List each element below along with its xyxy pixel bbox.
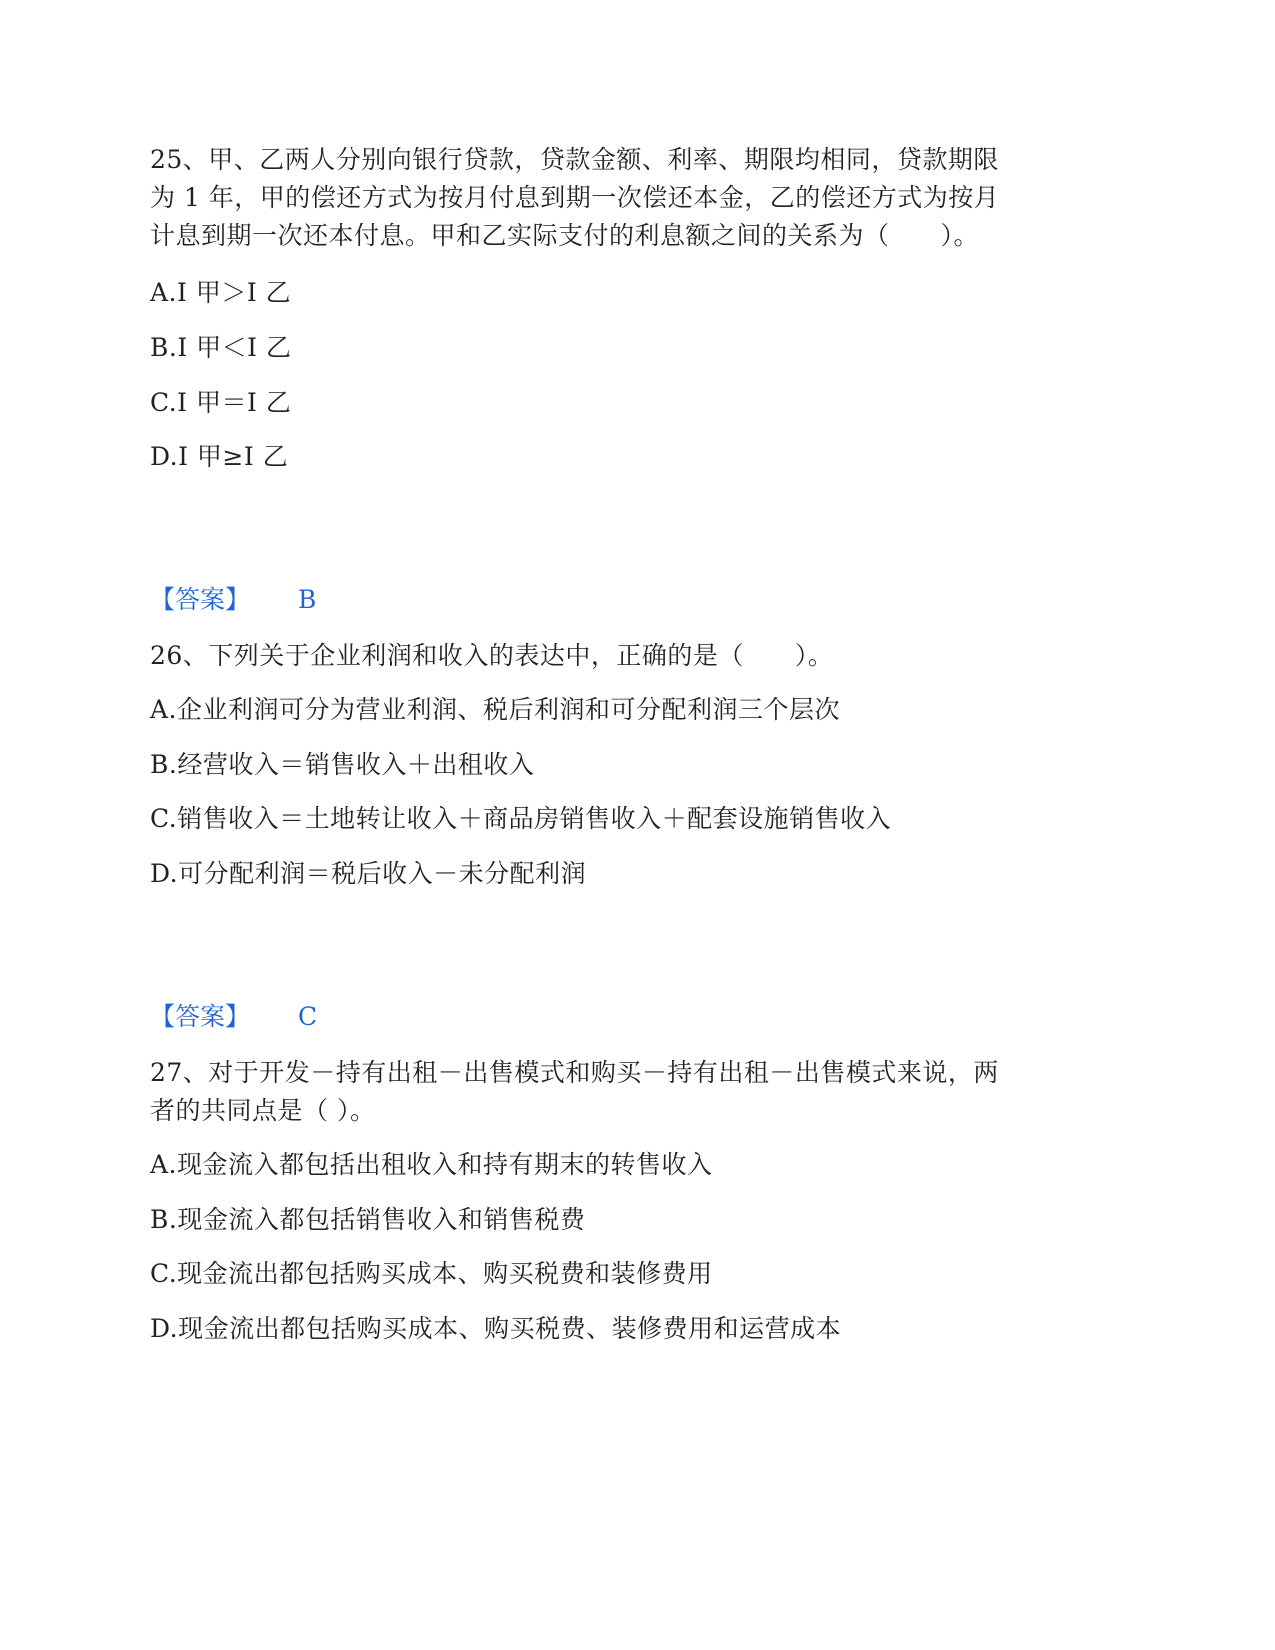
q25-option-d: D.I 甲≥I 乙 — [150, 442, 289, 471]
answer-label: 【答案】 — [150, 1002, 251, 1031]
q26-stem-line-1: 26、下列关于企业利润和收入的表达中，正确的是（ ）。 — [150, 641, 834, 670]
q25-stem-line-2: 为 1 年，甲的偿还方式为按月付息到期一次偿还本金，乙的偿还方式为按月 — [150, 183, 1000, 212]
q25-answer — [150, 580, 316, 620]
q25-option-c: C.I 甲＝I 乙 — [150, 388, 292, 417]
q27-option-d: D.现金流出都包括购买成本、购买税费、装修费用和运营成本 — [150, 1314, 842, 1343]
answer-value: B — [298, 585, 317, 614]
q27-stem-line-2: 者的共同点是（ ）。 — [150, 1096, 376, 1125]
q27-option-a: A.现金流入都包括出租收入和持有期末的转售收入 — [150, 1150, 713, 1179]
q27-stem-line-1: 27、对于开发－持有出租－出售模式和购买－持有出租－出售模式来说，两 — [150, 1058, 999, 1087]
q26-option-b: B.经营收入＝销售收入＋出租收入 — [150, 750, 535, 779]
q27-option-c: C.现金流出都包括购买成本、购买税费和装修费用 — [150, 1259, 713, 1288]
q26-option-c: C.销售收入＝土地转让收入＋商品房销售收入＋配套设施销售收入 — [150, 804, 892, 833]
q25-stem-line-1: 25、甲、乙两人分别向银行贷款，贷款金额、利率、期限均相同，贷款期限 — [150, 145, 999, 174]
answer-value: C — [298, 1002, 318, 1031]
q25-stem-line-3: 计息到期一次还本付息。甲和乙实际支付的利息额之间的关系为（ ）。 — [150, 221, 980, 250]
q26-answer — [150, 997, 317, 1037]
answer-label: 【答案】 — [150, 585, 251, 614]
q25-option-a: A.I 甲＞I 乙 — [150, 278, 292, 307]
q27-option-b: B.现金流入都包括销售收入和销售税费 — [150, 1205, 586, 1234]
q25-option-b: B.I 甲＜I 乙 — [150, 333, 292, 362]
q26-option-a: A.企业利润可分为营业利润、税后利润和可分配利润三个层次 — [150, 695, 841, 724]
q26-option-d: D.可分配利润＝税后收入－未分配利润 — [150, 859, 587, 888]
